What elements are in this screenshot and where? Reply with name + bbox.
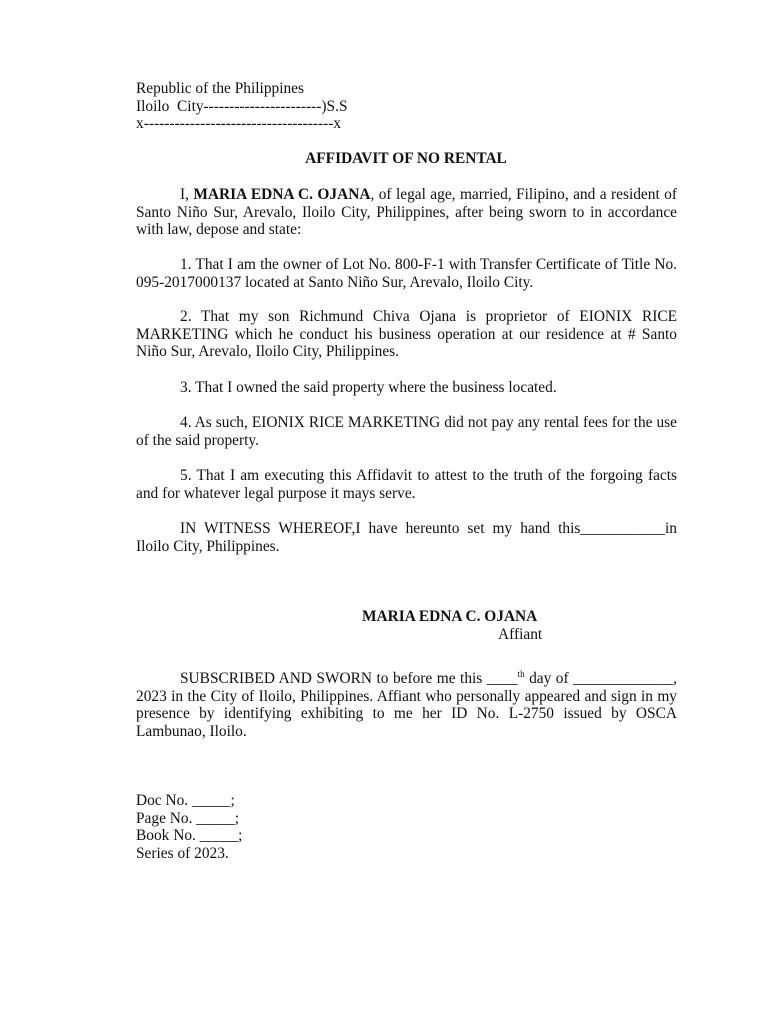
jurat-paragraph: [136, 670, 677, 740]
intro-prefix: I,: [180, 186, 194, 203]
header-country: Republic of the Philippines: [136, 80, 304, 97]
intro-text: , of legal age, married, Filipino, and a resident of Santo Niño Sur, Arevalo, Iloilo City, Philippines, after being sworn to in accordance with law, depose and state:: [136, 186, 677, 239]
paragraph-5: [136, 467, 677, 502]
signature-block: [362, 608, 562, 643]
header-rule: x-------------------------------------x: [136, 115, 342, 133]
intro-paragraph: [136, 186, 677, 239]
affiant-name-inline: MARIA EDNA C. OJANA: [193, 186, 371, 203]
page-number: Page No. _____;: [136, 809, 240, 827]
paragraph-5-text: 5. That I am executing this Affidavit to attest to the truth of the forgoing facts and for whatever legal purpose it mays serve.: [136, 467, 677, 502]
header-city: Iloilo City-----------------------)S.S: [136, 97, 348, 115]
paragraph-3: [136, 379, 677, 397]
jurat-text-1: SUBSCRIBED AND SWORN to before me this ____: [180, 670, 518, 687]
witness-text: IN WITNESS WHEREOF,I have hereunto set my hand this___________in Iloilo City, Philippines.: [136, 520, 677, 555]
paragraph-2: [136, 308, 677, 361]
witness-paragraph: [136, 520, 677, 555]
paragraph-4: [136, 414, 677, 449]
document-title: AFFIDAVIT OF NO RENTAL: [305, 150, 507, 167]
notarial-register: [136, 792, 242, 862]
paragraph-4-text: 4. As such, EIONIX RICE MARKETING did not pay any rental fees for the use of the said property.: [136, 414, 677, 449]
doc-number: Doc No. _____;: [136, 792, 235, 809]
signature-name: MARIA EDNA C. OJANA: [362, 608, 538, 625]
paragraph-3-text: 3. That I owned the said property where the business located.: [180, 379, 557, 396]
paragraph-2-text: 2. That my son Richmund Chiva Ojana is proprietor of EIONIX RICE MARKETING which he conduct his business operation at our residence at # Santo Niño Sur, Arevalo, Iloilo City, Philippines.: [136, 308, 677, 361]
jurat-text-2: day of _____________, 2023 in the City of Iloilo, Philippines. Affiant who personally appeared and sign in my presence by identifying exhibiting to me her ID No. L-2750 issued by OSCA Lambunao, Iloilo.: [136, 670, 677, 740]
signature-role: Affiant: [498, 625, 543, 643]
paragraph-1: [136, 256, 677, 291]
venue-header: [136, 80, 348, 133]
jurat-ordinal: th: [517, 669, 525, 679]
series-year: Series of 2023.: [136, 844, 229, 862]
paragraph-1-text: 1. That I am the owner of Lot No. 800-F-1 with Transfer Certificate of Title No. 095-2017000137 located at Santo Niño Sur, Arevalo, Iloilo City.: [136, 256, 677, 291]
book-number: Book No. _____;: [136, 827, 243, 845]
